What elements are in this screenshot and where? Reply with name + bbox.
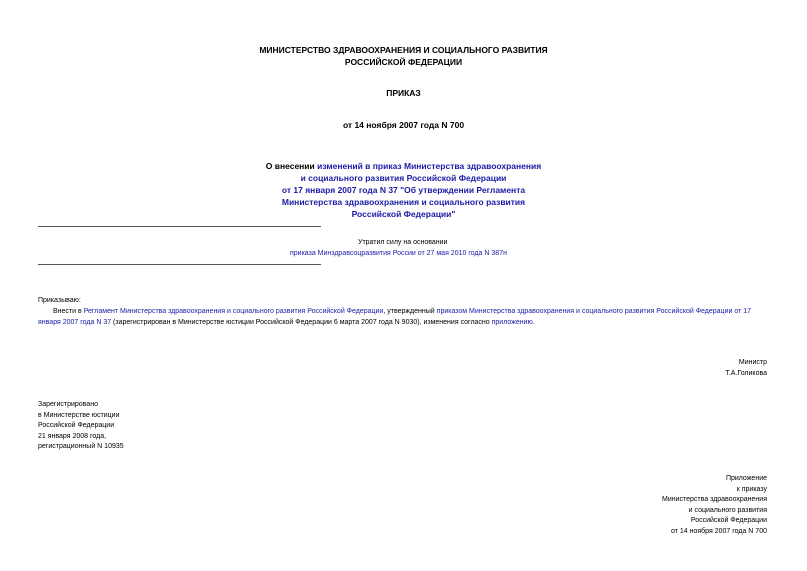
signature-name: Т.А.Голикова [725,369,767,377]
order-37-link-a[interactable]: приказом Министерства здравоохранения и социального развития Российской Федерации от [436,308,742,315]
p1-text-2: , утвержденный [383,308,437,315]
p1-text-4: . [532,318,535,326]
appendix-line-3: Министерства здравоохранения [662,496,767,503]
doc-date-number: от 14 ноября 2007 года N 700 [342,120,465,130]
subject-link-5[interactable]: Российской Федерации" [351,209,456,219]
registration-line-5: регистрационный N 10935 [38,443,124,450]
subject-link-1[interactable]: изменений в приказ Министерства здравоохранения [317,161,542,171]
order-word: Приказываю: [38,297,81,304]
registration-line-2: в Министерстве юстиции [38,411,120,419]
reglament-link[interactable]: Регламент Министерства здравоохранения и социального развития Российской Федерации [83,308,384,315]
divider-bottom [38,264,321,265]
doc-type: ПРИКАЗ [386,88,421,98]
order-37-link-b[interactable]: 17 января 2007 года N 37 [38,308,752,326]
signature-block [725,358,767,379]
order-paragraph [38,307,773,328]
divider-top [38,226,321,227]
p1-text-3: (зарегистрирован в Министерстве юстиции Российской Федерации 6 марта 2007 года N 9030), изменения согласно [111,318,492,326]
doc-subject [0,160,807,220]
ministry-line-2: РОССИЙСКОЙ ФЕДЕРАЦИИ [344,57,463,67]
repeal-link[interactable]: приказа Минздравсоцразвития России от 27 мая 2010 года N 387н [290,250,507,257]
ministry-title [0,44,807,68]
appendix-line-2: к приказу [736,485,767,493]
registration-line-3: Российской Федерации [38,422,115,429]
appendix-line-1: Приложение [725,475,767,482]
appendix-line-4: и социального развития [688,506,767,514]
registration-line-4: 21 января 2008 года, [38,432,107,440]
appendix-line-6: от 14 ноября 2007 года N 700 [671,527,767,535]
subject-prefix: О внесении [265,161,318,171]
subject-link-4[interactable]: Министерства здравоохранения и социального развития [281,197,526,207]
appendix-line-5: Российской Федерации [690,517,767,524]
registration-line-1: Зарегистрировано [38,401,98,408]
registration-block [38,400,124,453]
signature-title: Министр [738,359,767,366]
ministry-line-1: МИНИСТЕРСТВО ЗДРАВООХРАНЕНИЯ И СОЦИАЛЬНОГО РАЗВИТИЯ [259,45,548,55]
subject-link-3[interactable]: от 17 января 2007 года N 37 "Об утверждении Регламента [281,185,526,195]
repeal-text: Утратил силу на основании [358,239,448,246]
appendix-link[interactable]: приложению [491,318,533,326]
subject-link-2[interactable]: и социального развития Российской Федерации [300,173,507,183]
appendix-block [662,474,767,537]
p1-text-1: Внести в [53,308,84,315]
